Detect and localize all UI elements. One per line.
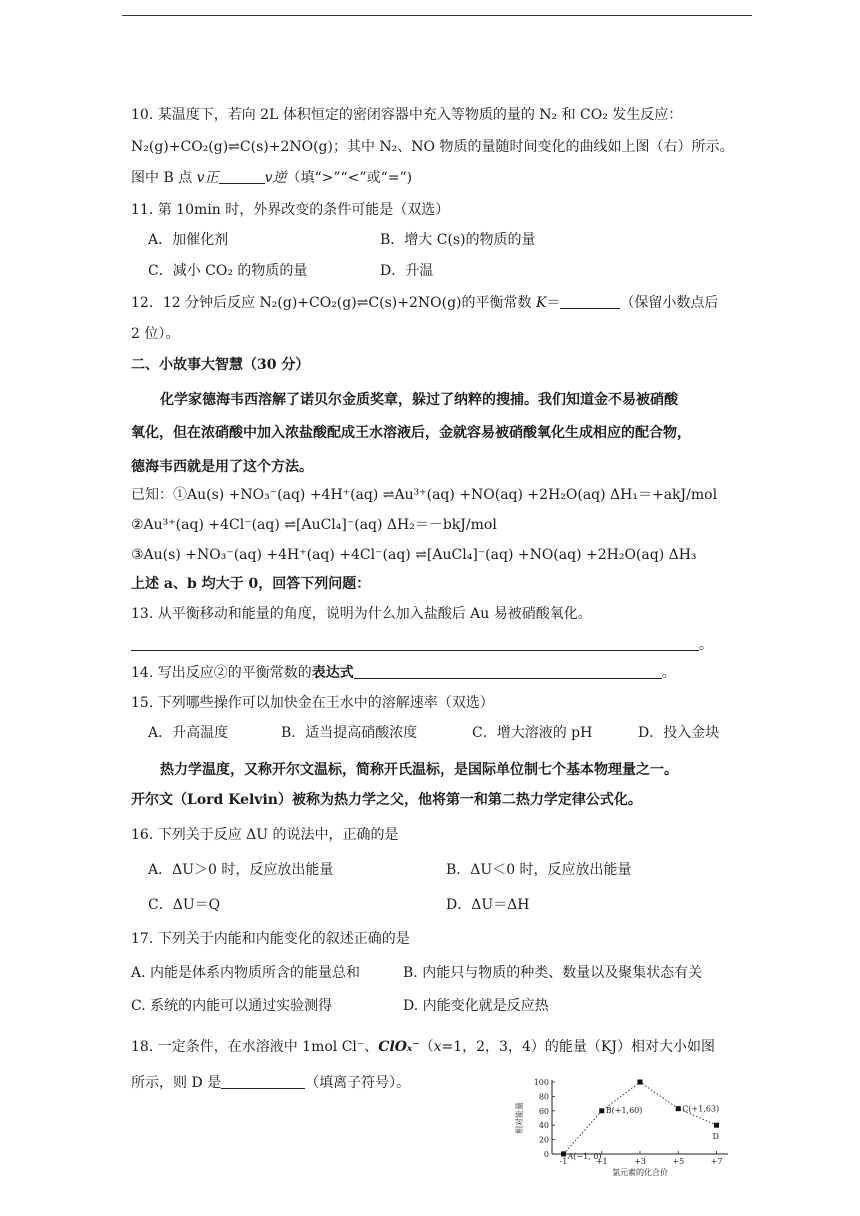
- q15-option-c[interactable]: C．增大溶液的 pH: [472, 725, 593, 741]
- q18-answer-blank[interactable]: [221, 1074, 305, 1089]
- section2-heading: 二、小故事大智慧（30 分）: [131, 357, 310, 373]
- q10-line2: N₂(g)+CO₂(g)⇌C(s)+2NO(g)；其中 N₂、NO 物质的量随时间变化的曲线如上图（右）所示。: [131, 139, 734, 155]
- q15-option-a[interactable]: A．升高温度: [148, 725, 229, 741]
- q14-answer-blank[interactable]: [354, 664, 662, 679]
- x-tick-label: +1: [595, 1157, 608, 1166]
- q13-answer-blank[interactable]: [131, 636, 699, 651]
- q15-option-b[interactable]: B．适当提高硝酸浓度: [281, 725, 418, 741]
- q10-line3-prefix: 图中 B 点: [131, 170, 197, 186]
- data-point-label: D: [712, 1132, 719, 1142]
- data-point-label: A(−1, 0): [567, 1152, 602, 1161]
- y-axis-label: 相对能量: [515, 1102, 524, 1134]
- story1-line1: 化学家德海韦西溶解了诺贝尔金质奖章，躲过了纳粹的搜捕。我们知道金不易被硝酸: [160, 392, 678, 408]
- q16-option-b[interactable]: B．ΔU＜0 时，反应放出能量: [446, 862, 632, 878]
- q18-paren: （: [419, 1039, 434, 1055]
- story2-line2: 开尔文（Lord Kelvin）被称为热力学之父，他将第一和第二热力学定律公式化。: [131, 792, 642, 808]
- q12-line1: [131, 294, 718, 312]
- q13-end: 。: [699, 637, 713, 653]
- q16-option-c[interactable]: C．ΔU＝Q: [148, 897, 221, 913]
- q12-prefix: 12．12 分钟后反应 N₂(g)+CO₂(g)⇌C(s)+2NO(g)的平衡常数: [131, 295, 536, 311]
- q12-equals: ＝: [546, 295, 561, 311]
- header-rule: [122, 15, 752, 16]
- q14-line: [131, 664, 676, 682]
- q11-option-a[interactable]: A．加催化剂: [148, 232, 229, 248]
- q13-answer-line: [131, 636, 713, 654]
- q18-line1: [131, 1038, 715, 1056]
- data-point: [714, 1123, 719, 1128]
- q15-stem: 15. 下列哪些操作可以加快金在王水中的溶解速率（双选）: [131, 695, 494, 711]
- x-tick-label: +5: [672, 1157, 685, 1166]
- y-tick-label: 20: [538, 1135, 549, 1145]
- q18-suffix: =1，2，3，4）的能量（KJ）相对大小如图: [441, 1039, 715, 1055]
- k-symbol: K: [535, 295, 547, 311]
- data-point: [599, 1108, 604, 1113]
- equation-3: ③Au(s) +NO₃⁻(aq) +4H⁺(aq) +4Cl⁻(aq) ⇌[AuCl₄]⁻(aq) +NO(aq) +2H₂O(aq) ΔH₃: [131, 547, 697, 563]
- q10-answer-blank[interactable]: [219, 169, 265, 184]
- q16-option-a[interactable]: A．ΔU＞0 时，反应放出能量: [148, 862, 334, 878]
- y-tick-label: 100: [533, 1078, 549, 1087]
- q16-option-d[interactable]: D．ΔU＝ΔH: [446, 897, 530, 913]
- equation-1: 已知：①Au(s) +NO₃⁻(aq) +4H⁺(aq) ⇌Au³⁺(aq) +NO(aq) +2H₂O(aq) ΔH₁＝+akJ/mol: [131, 487, 718, 503]
- data-point-label: B(+1,60): [605, 1105, 643, 1115]
- data-point-label: C(+1,63): [682, 1104, 720, 1114]
- equation-2: ②Au³⁺(aq) +4Cl⁻(aq) ⇌[AuCl₄]⁻(aq) ΔH₂＝－bkJ/mol: [131, 517, 497, 533]
- y-tick-label: 40: [538, 1121, 549, 1131]
- q14-stem: 14. 写出反应②的平衡常数的: [131, 665, 312, 681]
- q11-option-c[interactable]: C．减小 CO₂ 的物质的量: [148, 263, 308, 279]
- data-point: [561, 1152, 566, 1157]
- q17-option-a[interactable]: A. 内能是体系内物质所含的能量总和: [131, 965, 361, 981]
- x-variable: x: [433, 1039, 442, 1055]
- x-tick-label: -1: [559, 1157, 568, 1166]
- story1-line3: 德海韦西就是用了这个方法。: [131, 459, 313, 475]
- q18-prefix: 18. 一定条件，在水溶液中 1mol Cl⁻、: [131, 1039, 379, 1055]
- data-point: [676, 1106, 681, 1111]
- energy-series-line: [563, 1082, 716, 1154]
- v-forward: v正: [196, 170, 219, 186]
- q17-option-b[interactable]: B. 内能只与物质的种类、数量以及聚集状态有关: [403, 965, 703, 981]
- q17-option-c[interactable]: C. 系统的内能可以通过实验测得: [131, 998, 333, 1014]
- x-axis-label: 氯元素的化合价: [612, 1168, 668, 1177]
- q14-bold-word: 表达式: [311, 665, 354, 681]
- q14-end: 。: [661, 665, 676, 681]
- y-tick-label: 0: [543, 1150, 549, 1159]
- q11-option-d[interactable]: D．升温: [380, 263, 434, 279]
- x-tick-label: +3: [634, 1157, 646, 1166]
- q12-answer-blank[interactable]: [560, 294, 620, 309]
- q10-line1: 10. 某温度下，若向 2L 体积恒定的密闭容器中充入等物质的量的 N₂ 和 CO₂ 发生反应：: [131, 107, 683, 123]
- q16-stem: 16. 下列关于反应 ΔU 的说法中，正确的是: [131, 827, 399, 843]
- q13-stem: 13. 从平衡移动和能量的角度，说明为什么加入盐酸后 Au 易被硝酸氧化。: [131, 606, 592, 622]
- clox-formula: ClOₓ⁻: [378, 1039, 420, 1055]
- q10-line3-suffix: （填“>”“<”或“=”): [286, 170, 413, 186]
- v-reverse: v逆: [264, 170, 287, 186]
- x-tick-label: +7: [710, 1157, 723, 1166]
- y-tick-label: 80: [538, 1092, 549, 1102]
- q12-suffix: （保留小数点后: [620, 295, 719, 311]
- q18-line2-prefix: 所示，则 D 是: [131, 1075, 222, 1091]
- story2-line1: 热力学温度，又称开尔文温标，简称开氏温标，是国际单位制七个基本物理量之一。: [160, 762, 678, 778]
- q17-option-d[interactable]: D. 内能变化就是反应热: [403, 998, 549, 1014]
- q12-line2: 2 位）。: [131, 326, 180, 342]
- q11-stem: 11. 第 10min 时，外界改变的条件可能是（双选）: [131, 202, 450, 218]
- q11-option-b[interactable]: B．增大 C(s)的物质的量: [380, 232, 536, 248]
- q18-line2-suffix: （填离子符号）。: [305, 1075, 411, 1091]
- y-tick-label: 60: [538, 1106, 549, 1116]
- data-point: [638, 1080, 643, 1085]
- q18-line2: [131, 1074, 410, 1092]
- q17-stem: 17. 下列关于内能和内能变化的叙述正确的是: [131, 931, 410, 947]
- energy-chart: [510, 1072, 740, 1184]
- condition-text: 上述 a、b 均大于 0，回答下列问题：: [131, 576, 371, 592]
- q10-line3: [131, 169, 412, 187]
- story1-line2: 氧化，但在浓硝酸中加入浓盐酸配成王水溶液后，金就容易被硝酸氧化生成相应的配合物，: [131, 425, 691, 441]
- q15-option-d[interactable]: D．投入金块: [638, 725, 720, 741]
